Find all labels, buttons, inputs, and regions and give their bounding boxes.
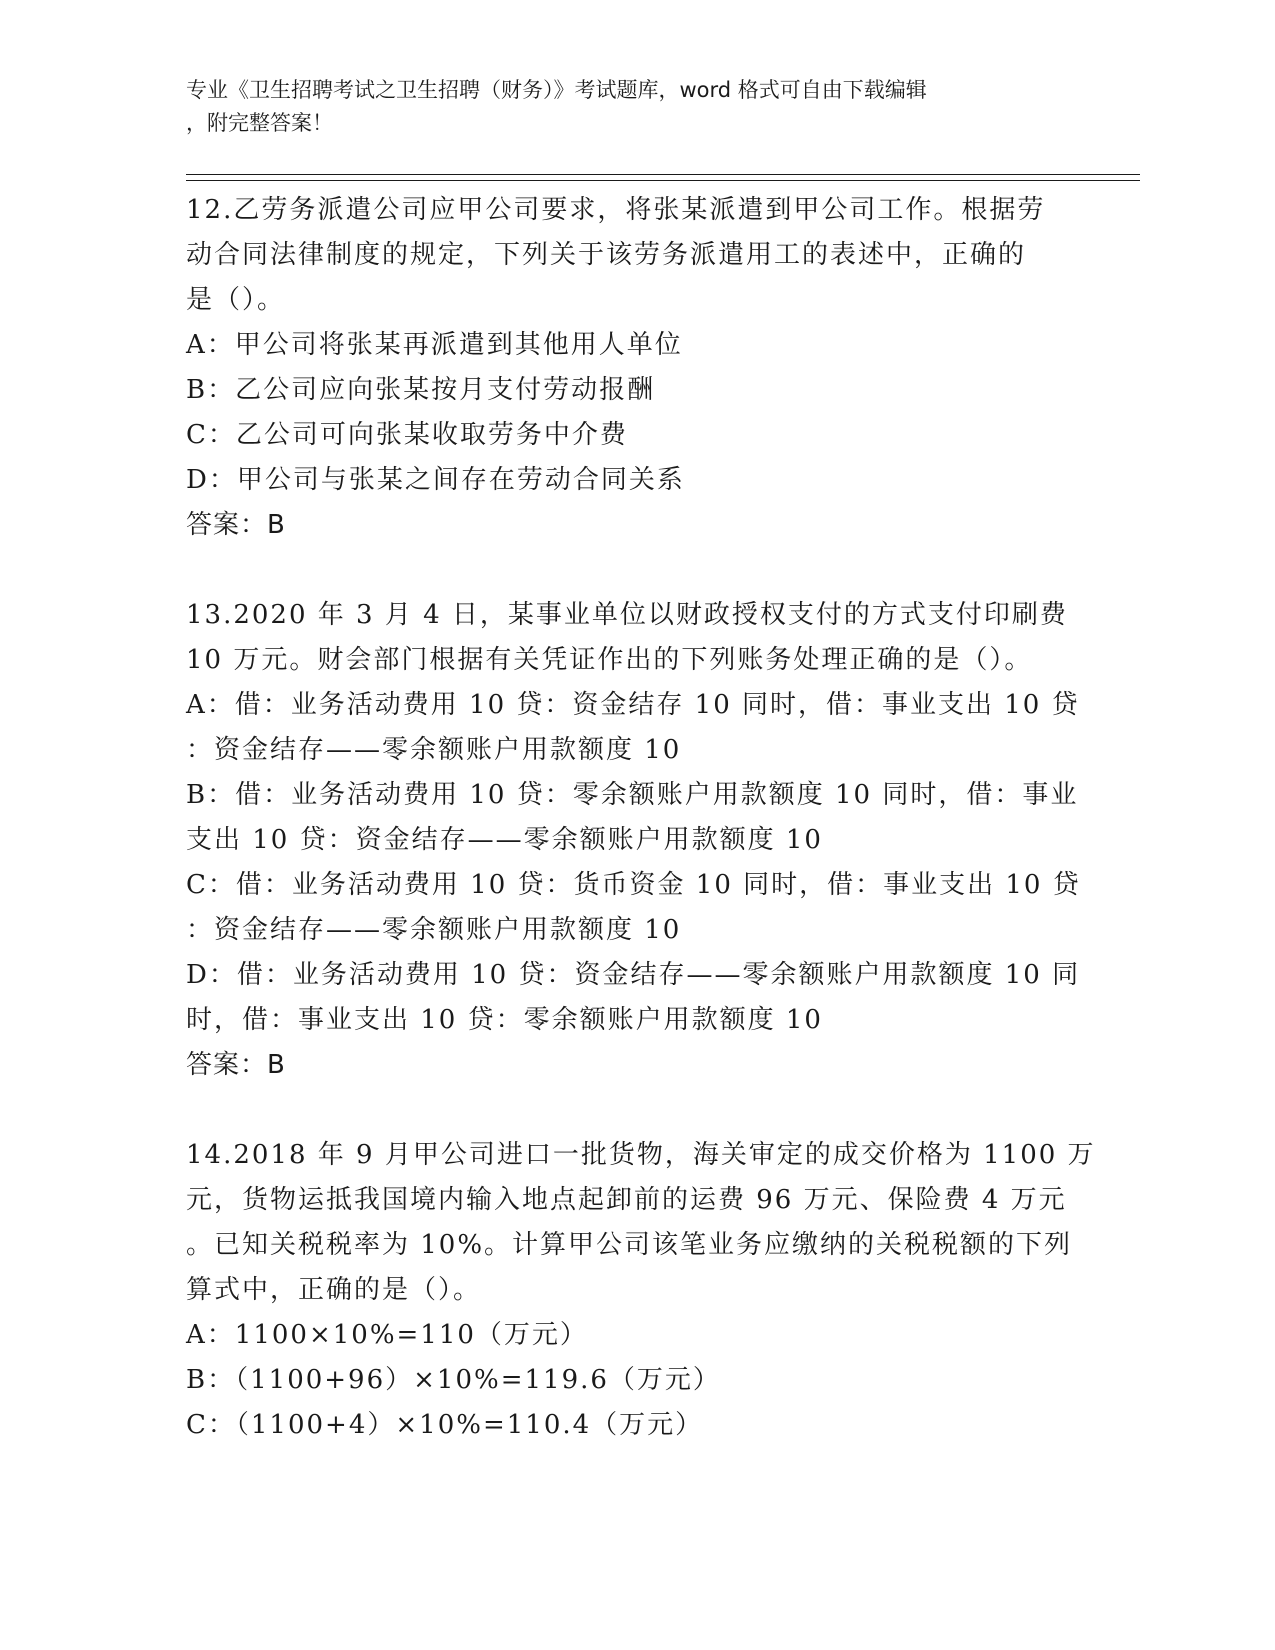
question-stem-line: 。已知关税税率为 10%。计算甲公司该笔业务应缴纳的关税税额的下列: [186, 1230, 1073, 1260]
option-b: B：（1100+96）×10%=119.6（万元）: [186, 1365, 721, 1395]
header-divider: [186, 174, 1140, 175]
option-c: C：借：业务活动费用 10 贷：货币资金 10 同时，借：事业支出 10 贷: [186, 870, 1081, 900]
header-divider: [186, 180, 1140, 181]
question-list: [186, 188, 1126, 1448]
question-block: [186, 188, 1126, 548]
option-b-cont: 支出 10 贷：资金结存——零余额账户用款额度 10: [186, 825, 823, 855]
option-a: A：甲公司将张某再派遣到其他用人单位: [186, 330, 683, 360]
option-b: B：借：业务活动费用 10 贷：零余额账户用款额度 10 同时，借：事业: [186, 780, 1079, 810]
option-c: C：（1100+4）×10%=110.4（万元）: [186, 1410, 704, 1440]
option-b: B：乙公司应向张某按月支付劳动报酬: [186, 375, 656, 405]
header-line: ，附完整答案！: [186, 111, 333, 135]
option-a-cont: ：资金结存——零余额账户用款额度 10: [186, 735, 682, 765]
question-block: [186, 593, 1126, 1088]
question-block: [186, 1133, 1126, 1448]
option-d: D：甲公司与张某之间存在劳动合同关系: [186, 465, 685, 495]
option-a: A：借：业务活动费用 10 贷：资金结存 10 同时，借：事业支出 10 贷: [186, 690, 1080, 720]
option-d-cont: 时，借：事业支出 10 贷：零余额账户用款额度 10: [186, 1005, 823, 1035]
question-stem-line: 13.2020 年 3 月 4 日，某事业单位以财政授权支付的方式支付印刷费: [186, 600, 1068, 630]
answer-text: 答案：B: [186, 510, 286, 540]
spacer: [186, 548, 1126, 593]
answer-text: 答案：B: [186, 1050, 286, 1080]
document-header: [186, 74, 1066, 140]
question-stem-line: 14.2018 年 9 月甲公司进口一批货物，海关审定的成交价格为 1100 万: [186, 1140, 1096, 1170]
option-c-cont: ：资金结存——零余额账户用款额度 10: [186, 915, 682, 945]
spacer: [186, 1088, 1126, 1133]
option-c: C：乙公司可向张某收取劳务中介费: [186, 420, 628, 450]
question-stem-line: 元，货物运抵我国境内输入地点起卸前的运费 96 万元、保险费 4 万元: [186, 1185, 1067, 1215]
question-stem-line: 算式中，正确的是（）。: [186, 1275, 482, 1305]
option-a: A：1100×10%=110（万元）: [186, 1320, 588, 1350]
question-stem-line: 是（）。: [186, 285, 286, 315]
header-line: 专业《卫生招聘考试之卫生招聘（财务）》考试题库，word 格式可自由下载编辑: [186, 78, 927, 102]
option-d: D：借：业务活动费用 10 贷：资金结存——零余额账户用款额度 10 同: [186, 960, 1081, 990]
question-stem-line: 12.乙劳务派遣公司应甲公司要求，将张某派遣到甲公司工作。根据劳: [186, 195, 1046, 225]
question-stem-line: 动合同法律制度的规定，下列关于该劳务派遣用工的表述中，正确的: [186, 240, 1027, 270]
question-stem-line: 10 万元。财会部门根据有关凭证作出的下列账务处理正确的是（）。: [186, 645, 1033, 675]
